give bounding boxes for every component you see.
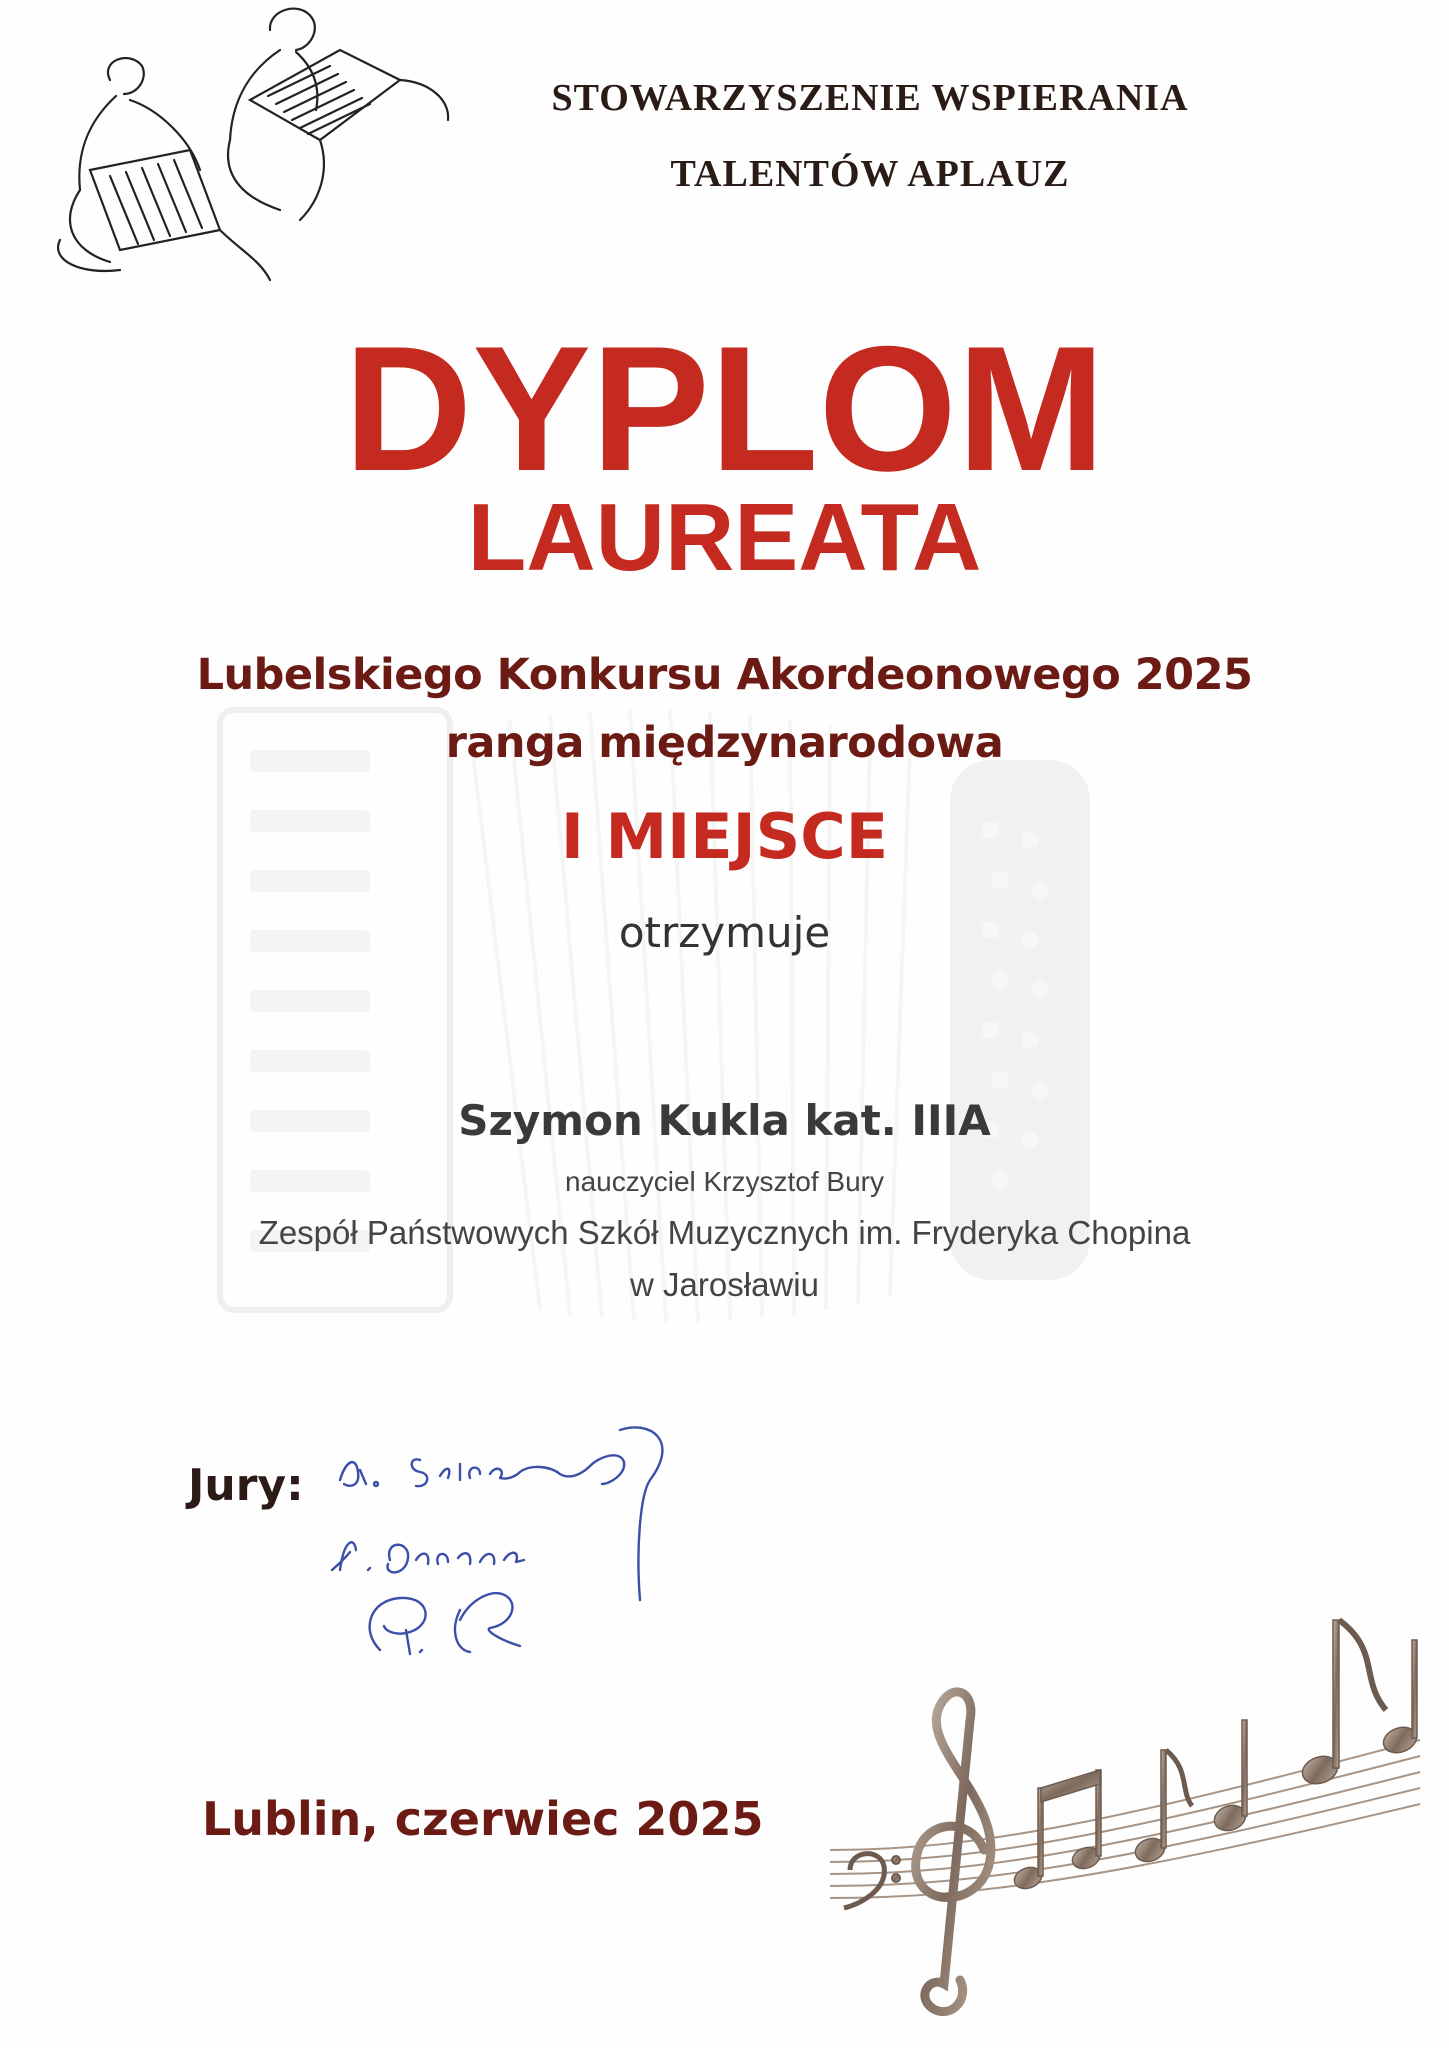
school-name: Zespół Państwowych Szkół Muzycznych im. Fryderyka Chopina — [258, 1214, 1191, 1251]
diploma-title: DYPLOM — [343, 309, 1106, 508]
contest-rank: ranga międzynarodowa — [445, 718, 1004, 768]
signature-1 — [340, 1462, 366, 1486]
diploma-subtitle: LAUREATA — [467, 484, 982, 591]
teacher-name: nauczyciel Krzysztof Bury — [565, 1166, 884, 1197]
receives-label: otrzymuje — [618, 908, 831, 957]
laureate-name: Szymon Kukla kat. IIIA — [458, 1096, 991, 1145]
organization-name-line-2: TALENTÓW APLAUZ — [670, 153, 1070, 195]
music-notes-icon — [820, 1600, 1449, 2040]
accordionists-logo-icon — [20, 0, 480, 300]
organization-name-line-1: STOWARZYSZENIE WSPIERANIA — [551, 77, 1189, 119]
award-place: I MIEJSCE — [560, 800, 889, 873]
jury-signatures — [320, 1400, 740, 1660]
jury-label: Jury: — [188, 1460, 304, 1511]
signature-2 — [332, 1542, 370, 1570]
signature-3 — [370, 1598, 426, 1654]
school-city: w Jarosławiu — [630, 1266, 819, 1303]
contest-name: Lubelskiego Konkursu Akordeonowego 2025 — [196, 650, 1253, 700]
place-and-date: Lublin, czerwiec 2025 — [202, 1792, 764, 1846]
